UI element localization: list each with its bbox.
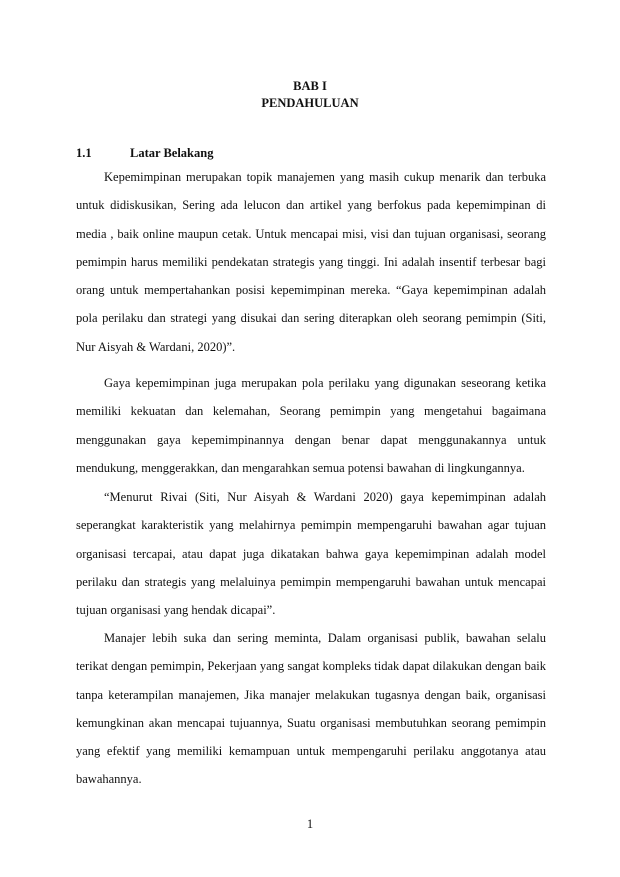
paragraph-2: Gaya kepemimpinan juga merupakan pola perilaku yang digunakan seseorang ketika memiliki kekuatan dan kelemahan, Seorang pemimpin yang mengetahui bagaimana menggunakan gaya kepemimpinannya dengan benar dapat menggunakannya untuk mendukung, menggerakkan, dan mengarahkan semua potensi bawahan di lingkungannya.	[76, 376, 546, 475]
paragraph-4: Manajer lebih suka dan sering meminta, Dalam organisasi publik, bawahan selalu terikat dengan pemimpin, Pekerjaan yang sangat kompleks tidak dapat dilakukan dengan baik tanpa keterampilan manajemen, Jika manajer melakukan tugasnya dengan baik, organisasi kemungkinan akan mencapai tujuannya, Suatu organisasi membutuhkan seorang pemimpin yang efektif yang memiliki kemampuan untuk mempengaruhi perilaku anggotanya atau bawahannya.	[76, 631, 546, 787]
section-title: Latar Belakang	[130, 146, 214, 160]
chapter-number: BAB I	[293, 79, 327, 93]
page-number: 1	[306, 817, 314, 831]
paragraph-3: “Menurut Rivai (Siti, Nur Aisyah & Wardani 2020) gaya kepemimpinan adalah seperangkat karakteristik yang melahirnya pemimpin mempengaruhi bawahan agar tujuan organisasi tercapai, atau dapat juga dikatakan bahwa gaya kepemimpinan adalah model perilaku dan strategis yang melaluinya pemimpin mempengaruhi bawahan untuk mencapai tujuan organisasi yang hendak dicapai”.	[76, 490, 546, 618]
chapter-title: PENDAHULUAN	[261, 96, 359, 110]
section-number: 1.1	[76, 146, 92, 160]
paragraph-1: Kepemimpinan merupakan topik manajemen yang masih cukup menarik dan terbuka untuk didiskusikan, Sering ada lelucon dan artikel yang berfokus pada kepemimpinan di media , baik online maupun cetak. Untuk mencapai misi, visi dan tujuan organisasi, seorang pemimpin harus memiliki pendekatan strategis yang tinggi. Ini adalah insentif terbesar bagi orang untuk mempertahankan posisi kepemimpinan mereka. “Gaya kepemimpinan adalah pola perilaku dan strategi yang disukai dan sering diterapkan oleh seorang pemimpin (Siti, Nur Aisyah & Wardani, 2020)”.	[76, 170, 546, 354]
